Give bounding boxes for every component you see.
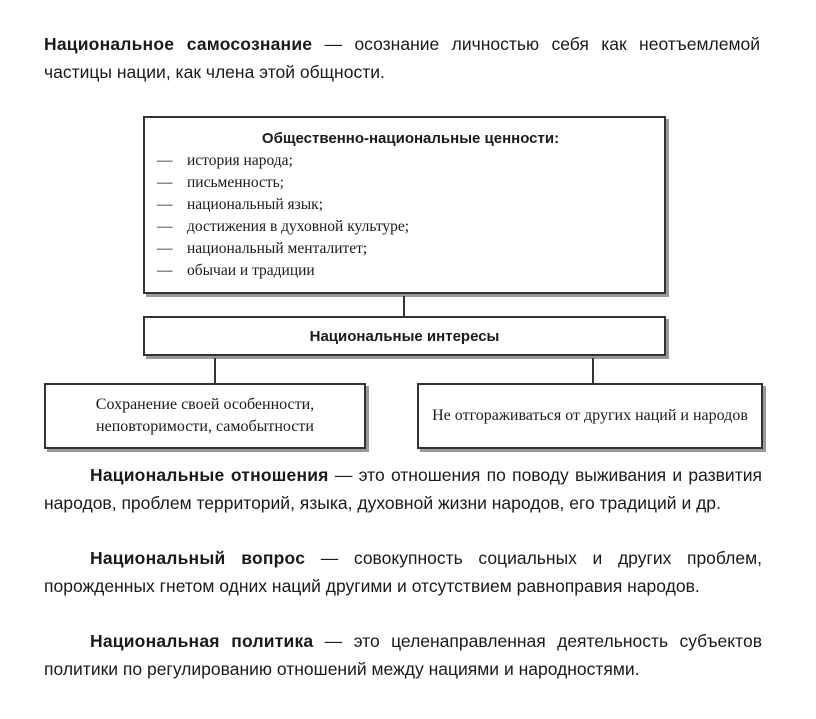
values-title: Общественно-национальные ценности: (261, 130, 560, 147)
values-box (143, 116, 666, 294)
term-national-question: Национальный вопрос (90, 548, 306, 568)
openness-text: Не отгораживаться от других наций и народов (432, 407, 748, 424)
dash-marker: — (157, 262, 173, 279)
list-item (157, 260, 664, 282)
dash-marker: — (157, 218, 173, 235)
list-item-text: письменность; (187, 174, 284, 191)
list-item-text: достижения в духовной культуре; (187, 218, 410, 235)
connector-left (214, 358, 216, 383)
text-national-question: — совокупность социальных и других проблем, порожденных гнетом одних наций другими и отсутствием равноправия народов. (44, 548, 762, 596)
preserve-identity-box (44, 383, 366, 449)
intro-text: — осознание личностью себя как неотъемлемой частицы нации, как члена этой общности. (44, 34, 760, 82)
dash-marker: — (157, 152, 173, 169)
list-item (157, 172, 664, 194)
list-item-text: история народа; (187, 152, 293, 169)
interests-label: Национальные интересы (309, 327, 500, 345)
connector-right (592, 358, 594, 383)
dash-marker: — (157, 240, 173, 257)
definition-national-relations (44, 461, 762, 517)
list-item (157, 216, 664, 238)
openness-box (417, 383, 763, 449)
term-national-policy: Национальная политика (90, 631, 314, 651)
list-item (157, 238, 664, 260)
values-list (157, 150, 664, 282)
text-national-policy: — это целенаправленная деятельность субъектов политики по регулированию отношений между нациями и народностями. (44, 631, 762, 679)
definition-national-policy (44, 627, 762, 683)
list-item (157, 194, 664, 216)
dash-marker: — (157, 196, 173, 213)
intro-term: Национальное самосознание (44, 34, 313, 54)
text-national-relations: — это отношения по поводу выживания и развития народов, проблем территорий, языка, духовной жизни народов, его традиций и др. (44, 465, 762, 513)
preserve-identity-text: Сохранение своей особенности, неповторимости, самобытности (95, 396, 315, 435)
list-item-text: национальный язык; (187, 196, 324, 213)
definition-national-question (44, 544, 762, 600)
interests-box (143, 316, 666, 356)
list-item (157, 150, 664, 172)
term-national-relations: Национальные отношения (90, 465, 329, 485)
intro-definition (44, 30, 760, 86)
dash-marker: — (157, 174, 173, 191)
connector-values-interests (403, 296, 405, 316)
list-item-text: обычаи и традиции (187, 262, 315, 279)
list-item-text: национальный менталитет; (187, 240, 368, 257)
